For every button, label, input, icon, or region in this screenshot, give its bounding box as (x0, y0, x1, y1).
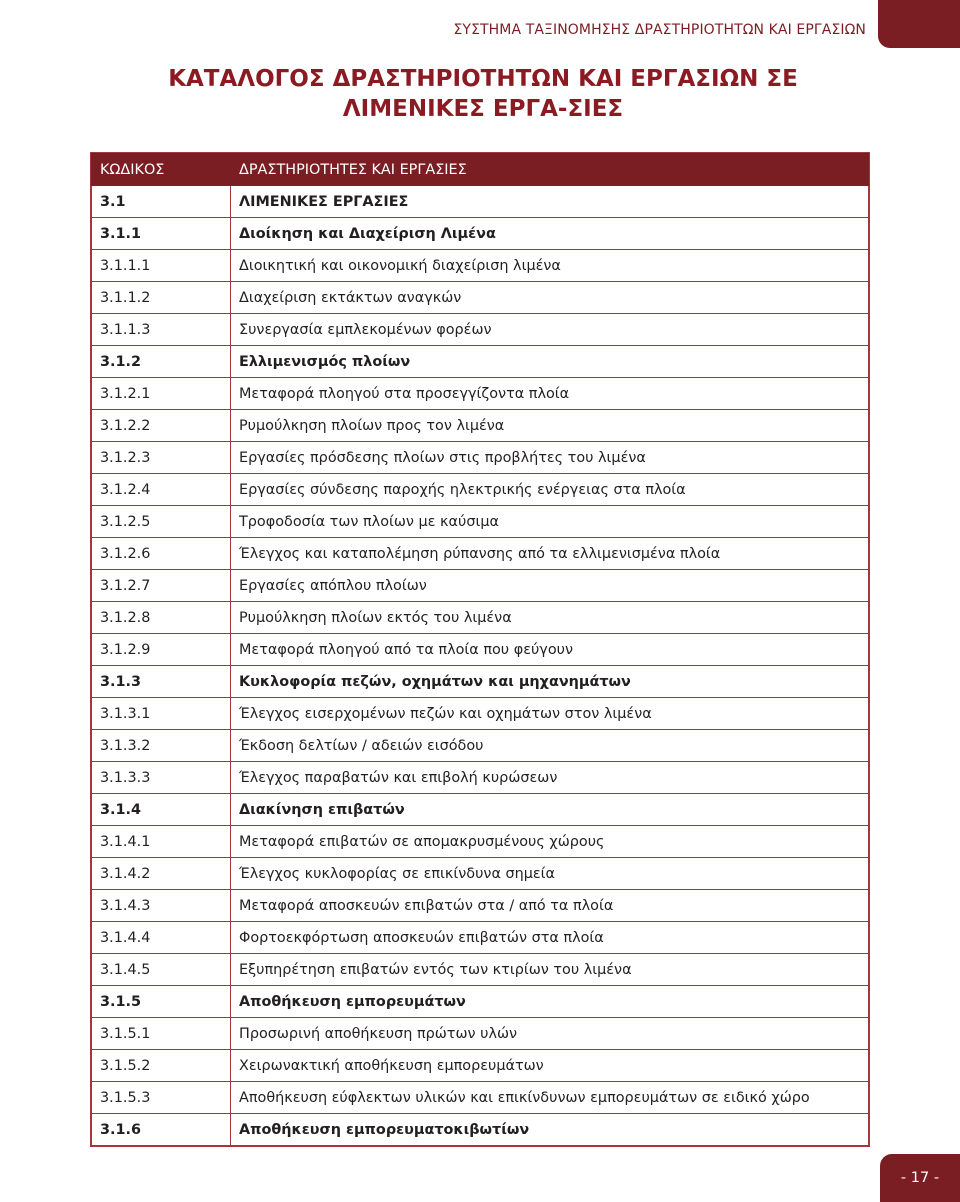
row-code: 3.1.2 (92, 346, 231, 378)
row-code: 3.1.4.5 (92, 954, 231, 986)
page-title: ΚΑΤΑΛΟΓΟΣ ΔΡΑΣΤΗΡΙΟΤΗΤΩΝ ΚΑΙ ΕΡΓΑΣΙΩΝ ΣΕ ΛΙΜΕΝΙΚΕΣ ΕΡΓΑ-ΣΙΕΣ (168, 66, 798, 122)
row-activity: Έλεγχος παραβατών και επιβολή κυρώσεων (231, 762, 869, 794)
row-code: 3.1.3.1 (92, 698, 231, 730)
row-activity: Αποθήκευση εμπορευματοκιβωτίων (231, 1114, 869, 1146)
table-row (92, 1082, 869, 1114)
table-row (92, 218, 869, 250)
row-activity: Μεταφορά αποσκευών επιβατών στα / από τα πλοία (231, 890, 869, 922)
row-code: 3.1.4.4 (92, 922, 231, 954)
header-corner-tab (878, 0, 960, 48)
table-body (92, 186, 869, 1146)
row-code: 3.1.1.2 (92, 282, 231, 314)
row-activity: Εργασίες απόπλου πλοίων (231, 570, 869, 602)
table-row (92, 922, 869, 954)
row-code: 3.1.4.3 (92, 890, 231, 922)
row-activity: Χειρωνακτική αποθήκευση εμπορευμάτων (231, 1050, 869, 1082)
table-row (92, 250, 869, 282)
table-row (92, 474, 869, 506)
row-activity: Αποθήκευση εύφλεκτων υλικών και επικίνδυνων εμπορευμάτων σε ειδικό χώρο (231, 1082, 869, 1114)
row-code: 3.1.1.1 (92, 250, 231, 282)
row-activity: Μεταφορά πλοηγού από τα πλοία που φεύγουν (231, 634, 869, 666)
table-row (92, 666, 869, 698)
table-row (92, 538, 869, 570)
row-activity: Ελλιμενισμός πλοίων (231, 346, 869, 378)
table-row (92, 890, 869, 922)
row-activity: Κυκλοφορία πεζών, οχημάτων και μηχανημάτων (231, 666, 869, 698)
table-row (92, 1050, 869, 1082)
row-code: 3.1.2.6 (92, 538, 231, 570)
row-activity: Φορτοεκφόρτωση αποσκευών επιβατών στα πλοία (231, 922, 869, 954)
activities-table-container (90, 152, 870, 1147)
row-code: 3.1 (92, 186, 231, 218)
page-number: - 17 - (900, 1170, 940, 1186)
row-code: 3.1.2.7 (92, 570, 231, 602)
column-header-activities: ΔΡΑΣΤΗΡΙΟΤΗΤΕΣ ΚΑΙ ΕΡΓΑΣΙΕΣ (231, 154, 869, 186)
row-code: 3.1.1 (92, 218, 231, 250)
table-row (92, 410, 869, 442)
row-activity: Ρυμούλκηση πλοίων εκτός του λιμένα (231, 602, 869, 634)
row-code: 3.1.2.8 (92, 602, 231, 634)
row-code: 3.1.4 (92, 794, 231, 826)
row-activity: Ρυμούλκηση πλοίων προς τον λιμένα (231, 410, 869, 442)
row-code: 3.1.5.1 (92, 1018, 231, 1050)
table-row (92, 314, 869, 346)
row-activity: Έλεγχος κυκλοφορίας σε επικίνδυνα σημεία (231, 858, 869, 890)
table-row (92, 634, 869, 666)
row-activity: Μεταφορά πλοηγού στα προσεγγίζοντα πλοία (231, 378, 869, 410)
row-activity: Διοίκηση και Διαχείριση Λιμένα (231, 218, 869, 250)
table-row (92, 1114, 869, 1146)
table-row (92, 762, 869, 794)
table-row (92, 506, 869, 538)
row-activity: Εργασίες πρόσδεσης πλοίων στις προβλήτες του λιμένα (231, 442, 869, 474)
table-row (92, 986, 869, 1018)
table-row (92, 1018, 869, 1050)
running-header: ΣΥΣΤΗΜΑ ΤΑΞΙΝΟΜΗΣΗΣ ΔΡΑΣΤΗΡΙΟΤΗΤΩΝ ΚΑΙ ΕΡΓΑΣΙΩΝ (453, 22, 866, 38)
row-code: 3.1.4.1 (92, 826, 231, 858)
table-row (92, 954, 869, 986)
row-activity: Συνεργασία εμπλεκομένων φορέων (231, 314, 869, 346)
row-code: 3.1.2.1 (92, 378, 231, 410)
row-code: 3.1.5.2 (92, 1050, 231, 1082)
row-code: 3.1.5.3 (92, 1082, 231, 1114)
row-code: 3.1.5 (92, 986, 231, 1018)
row-activity: Διαχείριση εκτάκτων αναγκών (231, 282, 869, 314)
row-activity: Εργασίες σύνδεσης παροχής ηλεκτρικής ενέργειας στα πλοία (231, 474, 869, 506)
table-row (92, 858, 869, 890)
row-code: 3.1.6 (92, 1114, 231, 1146)
row-code: 3.1.1.3 (92, 314, 231, 346)
table-row (92, 698, 869, 730)
table-header-row (92, 154, 869, 186)
table-row (92, 826, 869, 858)
row-activity: ΛΙΜΕΝΙΚΕΣ ΕΡΓΑΣΙΕΣ (231, 186, 869, 218)
table-row (92, 794, 869, 826)
row-activity: Εξυπηρέτηση επιβατών εντός των κτιρίων του λιμένα (231, 954, 869, 986)
row-activity: Διακίνηση επιβατών (231, 794, 869, 826)
row-activity: Έλεγχος και καταπολέμηση ρύπανσης από τα ελλιμενισμένα πλοία (231, 538, 869, 570)
row-code: 3.1.2.2 (92, 410, 231, 442)
row-activity: Τροφοδοσία των πλοίων με καύσιμα (231, 506, 869, 538)
row-activity: Έκδοση δελτίων / αδειών εισόδου (231, 730, 869, 762)
row-code: 3.1.3.2 (92, 730, 231, 762)
table-row (92, 282, 869, 314)
row-code: 3.1.4.2 (92, 858, 231, 890)
row-activity: Μεταφορά επιβατών σε απομακρυσμένους χώρους (231, 826, 869, 858)
table-row (92, 602, 869, 634)
table-row (92, 186, 869, 218)
table-row (92, 570, 869, 602)
row-activity: Προσωρινή αποθήκευση πρώτων υλών (231, 1018, 869, 1050)
row-code: 3.1.2.3 (92, 442, 231, 474)
row-code: 3.1.2.4 (92, 474, 231, 506)
row-code: 3.1.2.9 (92, 634, 231, 666)
table-row (92, 442, 869, 474)
row-code: 3.1.2.5 (92, 506, 231, 538)
row-activity: Έλεγχος εισερχομένων πεζών και οχημάτων στον λιμένα (231, 698, 869, 730)
table-row (92, 378, 869, 410)
table-row (92, 730, 869, 762)
row-activity: Αποθήκευση εμπορευμάτων (231, 986, 869, 1018)
row-code: 3.1.3.3 (92, 762, 231, 794)
activities-table (91, 153, 869, 1146)
table-row (92, 346, 869, 378)
column-header-code: ΚΩΔΙΚΟΣ (92, 154, 231, 186)
page-number-tab (880, 1154, 960, 1202)
row-code: 3.1.3 (92, 666, 231, 698)
row-activity: Διοικητική και οικονομική διαχείριση λιμένα (231, 250, 869, 282)
